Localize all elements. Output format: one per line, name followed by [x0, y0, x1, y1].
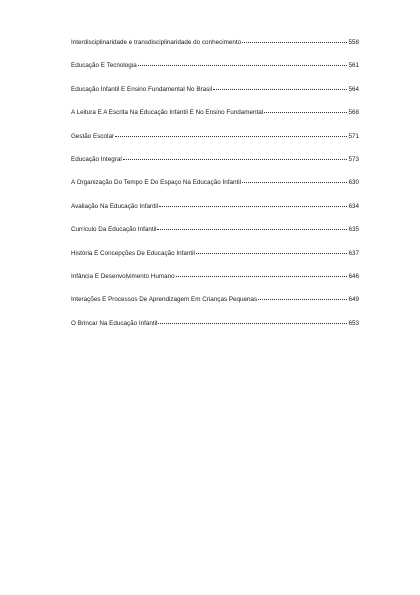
toc-dot-leader	[196, 253, 348, 254]
toc-entry-page: 653	[348, 319, 359, 327]
toc-entry[interactable]	[71, 87, 359, 110]
toc-entry-page: 637	[348, 249, 359, 257]
toc-entry-page: 573	[348, 155, 359, 163]
toc-entry[interactable]	[71, 110, 359, 133]
toc-entry-title: Interações E Processos De Aprendizagem Em Crianças Pequenas	[71, 296, 258, 304]
toc-entry[interactable]	[71, 180, 359, 203]
toc-entry-title: Infância E Desenvolvimento Humano	[71, 272, 175, 280]
toc-dot-leader	[213, 89, 347, 90]
toc-entry[interactable]	[71, 297, 359, 320]
toc-entry-title: Educação Integral	[71, 155, 122, 163]
toc-entry-title: O Brincar Na Educação Infantil	[71, 319, 158, 327]
toc-entry-title: Educação Infantil E Ensino Fundamental No Brasil	[71, 85, 213, 93]
toc-entry-title: Educação E Tecnologia	[71, 62, 137, 70]
toc-entry[interactable]	[71, 63, 359, 86]
toc-dot-leader	[123, 159, 348, 160]
toc-entry[interactable]	[71, 204, 359, 227]
toc-dot-leader	[158, 323, 347, 324]
toc-entry-title: Interdisciplinaridade e transdisciplinaridade do conhecimento	[71, 39, 242, 46]
toc-entry-page: 561	[348, 62, 359, 70]
toc-entry[interactable]	[71, 321, 359, 344]
toc-dot-leader	[115, 136, 347, 137]
toc-entry-page: 564	[348, 85, 359, 93]
toc-entry[interactable]	[71, 274, 359, 297]
toc-entry-title: Currículo Da Educação Infantil	[71, 226, 157, 234]
toc-entry-page: 558	[348, 39, 359, 46]
toc-entry-page: 635	[348, 226, 359, 234]
toc-entry[interactable]	[71, 227, 359, 250]
toc-entry-title: História E Concepções De Educação Infantil	[71, 249, 195, 257]
toc-entry-title: Avaliação Na Educação Infantil	[71, 202, 159, 210]
toc-entry-page: 646	[348, 272, 359, 280]
toc-dot-leader	[138, 65, 348, 66]
toc-entry-title: Gestão Escolar	[71, 132, 115, 140]
toc-entry[interactable]	[71, 251, 359, 274]
toc-entry-page: 630	[348, 179, 359, 187]
toc-entry-page: 634	[348, 202, 359, 210]
toc-entry-title: A Leitura E A Escrita Na Educação Infantil E No Ensino Fundamental	[71, 109, 264, 117]
toc-dot-leader	[159, 206, 347, 207]
toc-dot-leader	[264, 112, 347, 113]
toc-entry-page: 568	[348, 109, 359, 117]
toc-entry[interactable]	[71, 40, 359, 63]
toc-entry-page: 649	[348, 296, 359, 304]
toc-dot-leader	[242, 42, 347, 43]
table-of-contents	[71, 40, 359, 344]
toc-entry-title: A Organização Do Tempo E Do Espaço Na Educação Infantil	[71, 179, 241, 187]
toc-dot-leader	[176, 276, 348, 277]
toc-entry[interactable]	[71, 134, 359, 157]
toc-dot-leader	[157, 229, 347, 230]
toc-entry[interactable]	[71, 157, 359, 180]
toc-dot-leader	[258, 299, 347, 300]
toc-entry-page: 571	[348, 132, 359, 140]
toc-dot-leader	[242, 182, 347, 183]
